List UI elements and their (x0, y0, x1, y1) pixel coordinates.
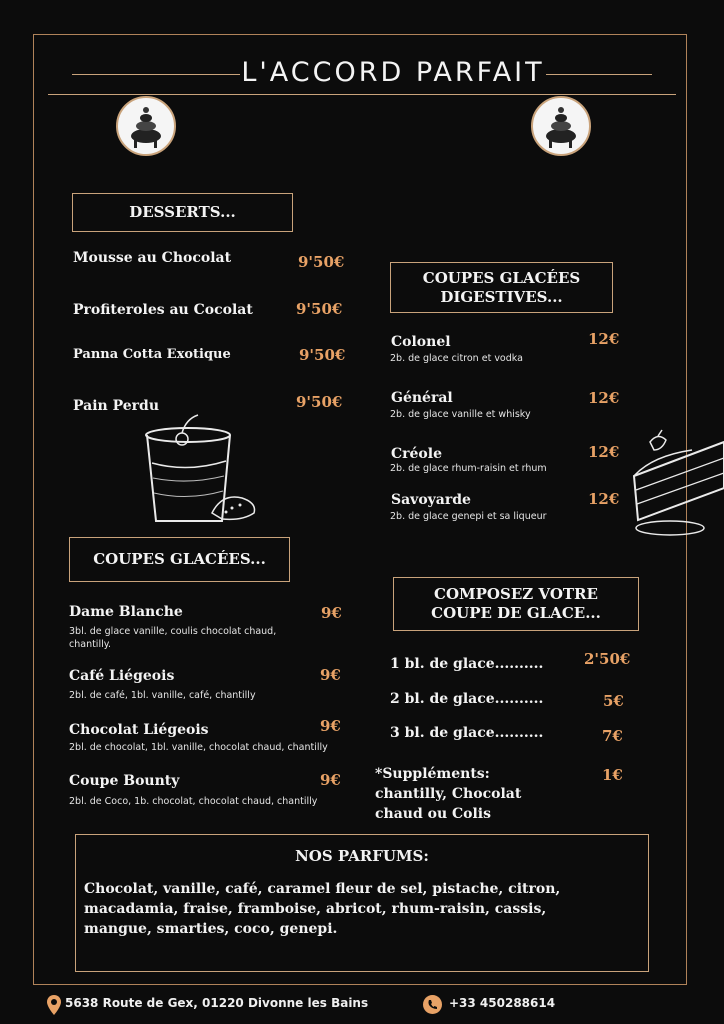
coupes-digestives-heading: COUPES GLACÉES DIGESTIVES... (390, 262, 613, 313)
dessert-name: Mousse au Chocolat (73, 250, 232, 266)
page-title: L'ACCORD PARFAIT (241, 57, 545, 88)
desserts-heading: DESSERTS... (72, 193, 293, 232)
digestive-price: 12€ (588, 389, 620, 407)
dessert-price: 9'50€ (296, 300, 343, 318)
title-underline (48, 94, 676, 95)
coupe-desc: 2bl. de Coco, 1b. chocolat, chocolat chaud, chantilly (69, 796, 318, 807)
composez-price: 2'50€ (584, 650, 631, 668)
supplements-price: 1€ (602, 766, 623, 784)
digestive-name: Créole (391, 446, 442, 462)
digestive-name: Colonel (391, 334, 451, 350)
coupe-price: 9€ (321, 604, 342, 622)
digestive-price: 12€ (588, 443, 620, 461)
title-divider-right (546, 74, 652, 75)
title-divider-left (72, 74, 240, 75)
coupe-desc: 3bl. de glace vanille, coulis chocolat chaud, chantilly. (69, 626, 277, 650)
composez-item: 1 bl. de glace.......... (390, 656, 544, 672)
parfums-list: Chocolat, vanille, café, caramel fleur de sel, pistache, citron, macadamia, fraise, framboise, abricot, rhum-raisin, cassis, mangue, smarties, coco, genepi. (84, 881, 561, 937)
footer-phone: +33 450288614 (449, 996, 556, 1010)
digestive-price: 12€ (588, 330, 620, 348)
coupe-desc: 2bl. de café, 1bl. vanille, café, chantilly (69, 690, 256, 701)
composez-price: 5€ (603, 692, 624, 710)
composez-item: 2 bl. de glace.......... (390, 691, 544, 707)
location-pin-icon (47, 995, 61, 1015)
farm-animals-icon (533, 98, 589, 154)
parfums-heading: NOS PARFUMS: (295, 847, 429, 865)
digestive-name: Général (391, 390, 453, 406)
phone-icon (423, 995, 442, 1014)
coupe-name: Café Liégeois (69, 668, 175, 684)
dessert-glass-illustration (142, 413, 267, 528)
dessert-price: 9'50€ (299, 346, 346, 364)
supplements-text: *Suppléments: chantilly, Chocolat chaud ou Colis (375, 766, 522, 822)
footer-address: 5638 Route de Gex, 01220 Divonne les Bains (65, 996, 369, 1010)
composez-item: 3 bl. de glace.......... (390, 725, 544, 741)
farm-animals-emblem-left (116, 96, 176, 156)
cake-slice-illustration (632, 428, 724, 538)
coupes-glacees-heading: COUPES GLACÉES... (69, 537, 290, 582)
coupe-name: Coupe Bounty (69, 773, 180, 789)
coupe-desc: 2bl. de chocolat, 1bl. vanille, chocolat chaud, chantilly (69, 742, 328, 753)
digestive-desc: 2b. de glace rhum-raisin et rhum (390, 463, 547, 474)
title-row (48, 56, 676, 96)
composez-heading: COMPOSEZ VOTRE COUPE DE GLACE... (393, 577, 639, 631)
coupe-price: 9€ (320, 771, 341, 789)
parfums-box (75, 834, 649, 972)
dessert-name: Panna Cotta Exotique (73, 347, 231, 362)
dessert-price: 9'50€ (296, 393, 343, 411)
digestive-desc: 2b. de glace genepi et sa liqueur (390, 511, 547, 522)
dessert-name: Pain Perdu (73, 398, 159, 414)
coupe-price: 9€ (320, 717, 341, 735)
coupe-price: 9€ (320, 666, 341, 684)
digestive-price: 12€ (588, 490, 620, 508)
coupe-name: Chocolat Liégeois (69, 722, 209, 738)
composez-price: 7€ (602, 727, 623, 745)
farm-animals-icon (118, 98, 174, 154)
digestive-name: Savoyarde (391, 492, 471, 508)
dessert-name: Profiteroles au Cocolat (73, 302, 253, 318)
farm-animals-emblem-right (531, 96, 591, 156)
coupe-name: Dame Blanche (69, 604, 183, 620)
digestive-desc: 2b. de glace citron et vodka (390, 353, 523, 364)
digestive-desc: 2b. de glace vanille et whisky (390, 409, 531, 420)
dessert-price: 9'50€ (298, 253, 345, 271)
